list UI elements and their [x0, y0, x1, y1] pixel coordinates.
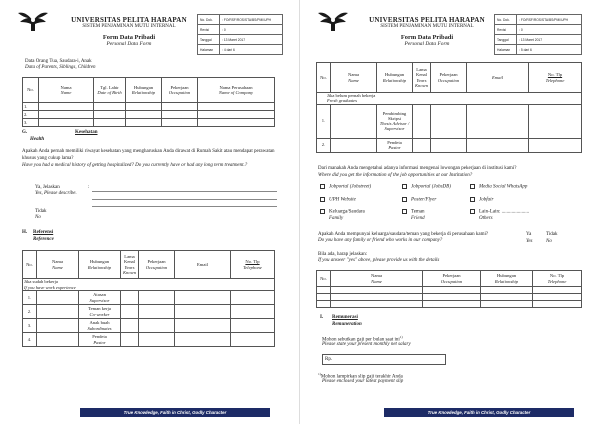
uph-eagle-logo-icon — [16, 9, 50, 33]
source-option-others[interactable]: Lain-Lain: ...................... Others — [470, 209, 529, 223]
source-option-jobstreet[interactable]: Jobportal (Jobstreet) — [320, 184, 371, 191]
table-row[interactable]: 2. Pendeta Pastor — [317, 138, 582, 152]
health-question-en: Have you had a medical history of getting hospitalized? Do you currently have or had any long term treatment.? — [22, 163, 248, 168]
checkbox[interactable] — [320, 184, 325, 189]
checkbox[interactable] — [470, 184, 475, 189]
family-no[interactable]: Tidak No — [546, 232, 558, 244]
reference-table-fresh-graduate: No. Nama Name Hubungan Relationship Lama Kenal Years Known Pekerjaan Occupation Email No. Tlp Telephone Jika belum pernah bekerja Fresh graduates 1. Pembimbing Skripsi Thesis Advisor / Supervisor 2. Pendeta Pastor — [316, 62, 582, 153]
form-subtitle: Personal Data Form — [106, 41, 152, 47]
document-meta-table: No. Dok. : FO/RSF/ROS/STA/BS/PMI/UPH Revisi : 0 Tanggal : 13 Maret 2017 Halaman : 4 dari 6 — [197, 14, 283, 55]
source-option-family[interactable]: Keluarga/Saudara Family — [320, 209, 365, 223]
form-subtitle: Personal Data Form — [404, 41, 450, 47]
explain-label-en: If you answer "yes" above, please provide us with the details — [318, 258, 440, 263]
form-title: Form Data Pribadi — [102, 34, 156, 41]
rp-label: Rp. — [325, 356, 333, 362]
checkbox[interactable] — [470, 209, 475, 214]
university-name: UNIVERSITAS PELITA HARAPAN — [71, 16, 187, 24]
relation-table: No. Nama Name Pekerjaan Occupation Hubungan Relationship No. Tlp Telephone — [316, 270, 582, 308]
parents-heading-en: Data of Parents, Siblings, Children — [25, 65, 96, 70]
salary-input[interactable] — [322, 354, 446, 365]
yes-explain-line[interactable] — [92, 191, 277, 192]
table-row[interactable]: 2. — [23, 111, 275, 119]
health-title-en: Health — [30, 137, 45, 142]
family-yes[interactable]: Ya Yes — [526, 232, 533, 244]
no-option: Tidak — [35, 209, 47, 214]
source-option-uph-website[interactable]: UPH Website — [320, 197, 356, 204]
source-option-poster[interactable]: Poster/Flyer — [402, 197, 436, 204]
health-question: Apakah Anda pernah memiliki riwayat kesehatan yang mengharuskan Anda dirawat di Rumah Sakit atau mendapat perawatan khusus yang cukup lama? — [22, 149, 275, 161]
family-question: Apakah Anda mempunyai keluarga/saudara/teman yang bekerja di perusahaan kami? — [318, 232, 489, 237]
checkbox[interactable] — [402, 209, 407, 214]
footer-motto: True Knowledge, Faith in Christ, Godly Character — [80, 408, 270, 417]
page-left: UNIVERSITAS PELITA HARAPAN SISTEM PENJAMINAN MUTU INTERNAL Form Data Pribadi Personal Data Form No. Dok. : FO/RSF/ROS/STA/BS/PMI/UPH Revisi : 0 Tanggal : 13 Maret 2017 Halaman : 4 dari 6 Data Orang Tua, Saudara-i, Anak Data of Parents, Siblings, Children No. Nama Name Tgl. Lahir Date of Birth Hubungan Relationship Pekerjaan Occupation Nama Perusahaan Name of Company 1. 2. 3. G. Kesehatan Health Apakah Anda pernah memiliki riwayat kesehatan yang mengharuskan Anda dirawat di Rumah Sakit atau mendapat perawatan khusus yang cukup lama? Have you had a medical history of getting hospitalized? Do you currently have or had any long term treatment.? Ya, Jelaskan Yes, Please describe. : Tidak No H. Referensi Reference No. Nama Name Hubungan Relationship Lama Kenal Years Known Pekerjaan Occupation Email No. Tlp Telephone Jika sudah bekerja If you have work experience 1. Atasan Supervisor 2. Teman kerja Co-worker 3. Anak buah Subordinates 4. Pendeta Pastor True Knowledge, Faith in Christ, Godly Character — [0, 0, 300, 424]
remuneration-title: Remunerasi — [332, 315, 358, 320]
yes-explain-line[interactable] — [92, 206, 277, 207]
university-name: UNIVERSITAS PELITA HARAPAN — [369, 16, 485, 24]
page-right — [300, 0, 600, 424]
table-row[interactable]: 3. Anak buah Subordinates — [23, 319, 275, 333]
source-option-whatsapp[interactable]: Media Social WhatsApp — [470, 184, 527, 191]
remuneration-title-en: Remuneration — [332, 322, 362, 327]
source-option-friend[interactable]: Teman Friend — [402, 209, 425, 223]
reference-table-employed: No. Nama Name Hubungan Relationship Lama Kenal Years Known Pekerjaan Occupation Email No. Tlp Telephone Jika sudah bekerja If you have work experience 1. Atasan Supervisor 2. Teman kerja Co-worker 3. Anak buah Subordinates 4. Pendeta Pastor — [22, 250, 275, 347]
source-option-jobsdb[interactable]: Jobportal (JobsDB) — [402, 184, 451, 191]
reference-letter: H. — [22, 230, 28, 235]
health-title: Kesehatan — [75, 130, 98, 135]
table-row[interactable]: 3. — [23, 119, 275, 127]
table-row[interactable] — [317, 294, 582, 301]
yes-explain-line[interactable] — [92, 199, 277, 200]
table-row[interactable] — [317, 287, 582, 294]
checkbox[interactable] — [320, 209, 325, 214]
remuneration-letter: I. — [320, 315, 324, 320]
parents-heading: Data Orang Tua, Saudara-i, Anak — [25, 59, 92, 64]
source-question-en: Where did you get the information of the job opportunities at our Institution? — [318, 173, 473, 178]
table-row[interactable]: 1. Atasan Supervisor — [23, 291, 275, 305]
checkbox[interactable] — [470, 197, 475, 202]
payslip-note: $^{1)}$Mohon lampirkan slip gaji terakhir Anda — [318, 372, 403, 380]
no-option-en: No — [35, 215, 41, 220]
table-row[interactable] — [317, 301, 582, 308]
checkbox[interactable] — [402, 184, 407, 189]
table-row[interactable]: 1. Pembimbing Skripsi Thesis Advisor / Supervisor — [317, 104, 582, 138]
form-title: Form Data Pribadi — [400, 34, 454, 41]
salary-question: Mohon sebutkan gaji per bulan saat ini$^{1)}$ — [322, 335, 403, 343]
yes-option-en: Yes, Please describe. — [35, 191, 77, 196]
yes-option: Ya, Jelaskan — [35, 185, 60, 190]
health-letter: G. — [22, 130, 28, 135]
table-row[interactable]: 2. Teman kerja Co-worker — [23, 305, 275, 319]
uph-eagle-logo-icon — [316, 9, 350, 33]
reference-title: Referensi — [33, 230, 54, 235]
checkbox[interactable] — [402, 197, 407, 202]
source-question: Dari manakah Anda mengetahui adanya informasi mengenai lowongan pekerjaan di institusi kami? — [318, 166, 517, 171]
reference-title-en: Reference — [33, 237, 54, 242]
document-meta-table: No. Dok. : FO/RSF/ROS/STA/BS/PMI/UPH Revisi : 0 Tanggal : 13 Maret 2017 Halaman : 5 dari 6 — [494, 14, 582, 55]
payslip-note-en: Please enclosed your latest payment slip — [322, 379, 404, 384]
explain-label: Bila ada, harap jelaskan: — [318, 252, 368, 257]
source-option-jobfair[interactable]: Jobfair — [470, 197, 493, 204]
footer-motto: True Knowledge, Faith in Christ, Godly Character — [384, 408, 574, 417]
system-name: SISTEM PENJAMINAN MUTU INTERNAL — [82, 24, 176, 29]
table-row[interactable]: 1. — [23, 103, 275, 111]
system-name: SISTEM PENJAMINAN MUTU INTERNAL — [380, 24, 474, 29]
family-question-en: Do you have any family or friend who works in our company? — [318, 238, 443, 243]
checkbox[interactable] — [320, 197, 325, 202]
table-row[interactable]: 4. Pendeta Pastor — [23, 333, 275, 347]
family-table: No. Nama Name Tgl. Lahir Date of Birth Hubungan Relationship Pekerjaan Occupation Nama Perusahaan Name of Company 1. 2. 3. — [22, 77, 275, 127]
salary-question-en: Please state your present monthly net salary — [322, 342, 411, 347]
